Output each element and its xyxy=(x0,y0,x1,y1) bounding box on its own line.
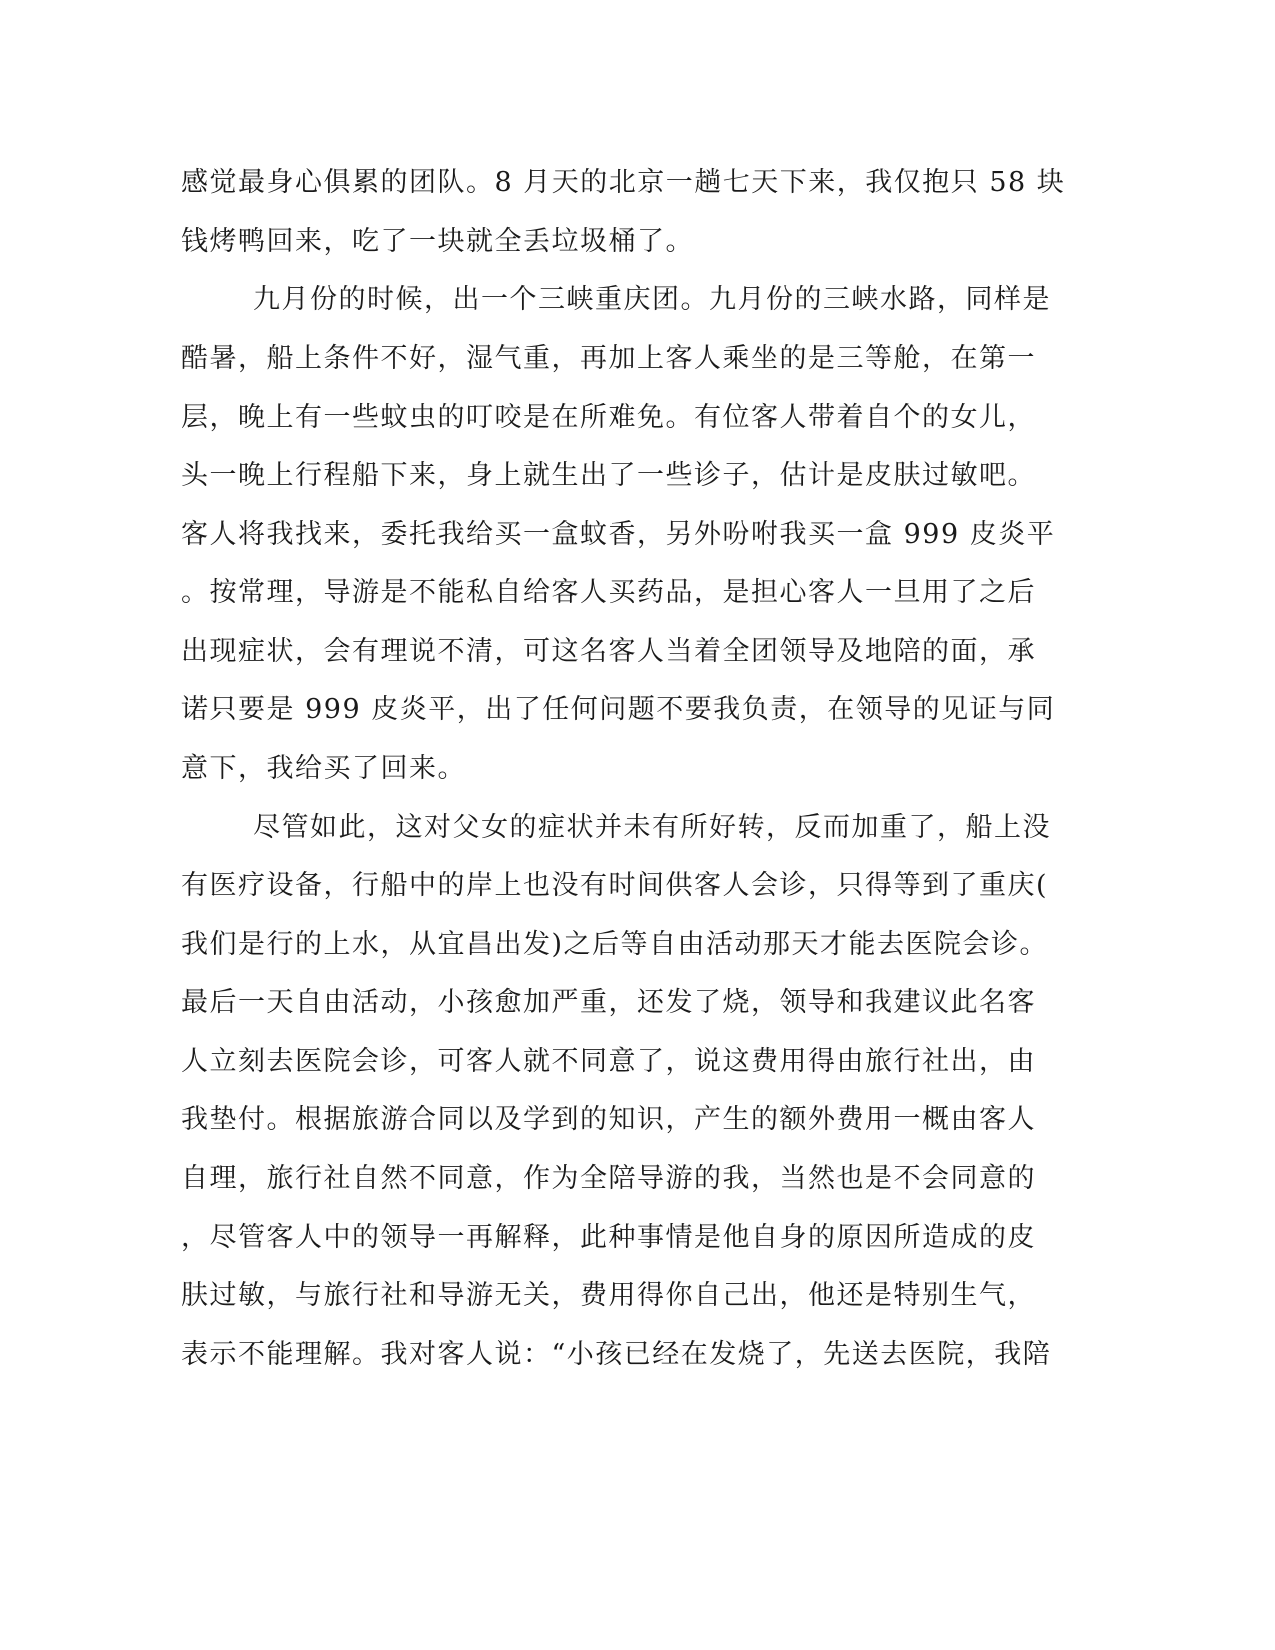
text-line: 我们是行的上水，从宜昌出发)之后等自由活动那天才能去医院会诊。 xyxy=(181,929,1049,960)
paragraph-start-line: 尽管如此，这对父女的症状并未有所好转，反而加重了，船上没 xyxy=(253,812,1051,843)
text-line: 意下，我给买了回来。 xyxy=(181,753,466,784)
text-line: 。按常理，导游是不能私自给客人买药品，是担心客人一旦用了之后 xyxy=(181,577,1036,608)
text-line: 我垫付。根据旅游合同以及学到的知识，产生的额外费用一概由客人 xyxy=(181,1104,1036,1135)
text-line: 有医疗设备，行船中的岸上也没有时间供客人会诊，只得等到了重庆( xyxy=(181,870,1049,901)
text-line: 感觉最身心俱累的团队。8 月天的北京一趟七天下来，我仅抱只 58 块 xyxy=(181,167,1066,198)
text-line: 客人将我找来，委托我给买一盒蚊香，另外吩咐我买一盒 999 皮炎平 xyxy=(181,519,1056,550)
text-line: 人立刻去医院会诊，可客人就不同意了，说这费用得由旅行社出，由 xyxy=(181,1046,1036,1077)
text-line: 最后一天自由活动，小孩愈加严重，还发了烧，领导和我建议此名客 xyxy=(181,987,1036,1018)
text-line: 诺只要是 999 皮炎平，出了任何问题不要我负责，在领导的见证与同 xyxy=(181,694,1056,725)
text-line: 钱烤鸭回来，吃了一块就全丢垃圾桶了。 xyxy=(181,226,694,257)
text-line: ，尽管客人中的领导一再解释，此种事情是他自身的原因所造成的皮 xyxy=(181,1222,1036,1253)
text-line: 自理，旅行社自然不同意，作为全陪导游的我，当然也是不会同意的 xyxy=(181,1163,1036,1194)
text-line: 表示不能理解。我对客人说：“小孩已经在发烧了，先送去医院，我陪 xyxy=(181,1339,1052,1370)
text-line: 酷暑，船上条件不好，湿气重，再加上客人乘坐的是三等舱，在第一 xyxy=(181,343,1036,374)
text-line: 头一晚上行程船下来，身上就生出了一些诊子，估计是皮肤过敏吧。 xyxy=(181,460,1036,491)
text-line: 肤过敏，与旅行社和导游无关，费用得你自己出，他还是特别生气， xyxy=(181,1280,1036,1311)
paragraph-start-line: 九月份的时候，出一个三峡重庆团。九月份的三峡水路，同样是 xyxy=(253,284,1051,315)
text-line: 出现症状，会有理说不清，可这名客人当着全团领导及地陪的面，承 xyxy=(181,636,1036,667)
text-line: 层，晚上有一些蚊虫的叮咬是在所难免。有位客人带着自个的女儿， xyxy=(181,402,1036,433)
